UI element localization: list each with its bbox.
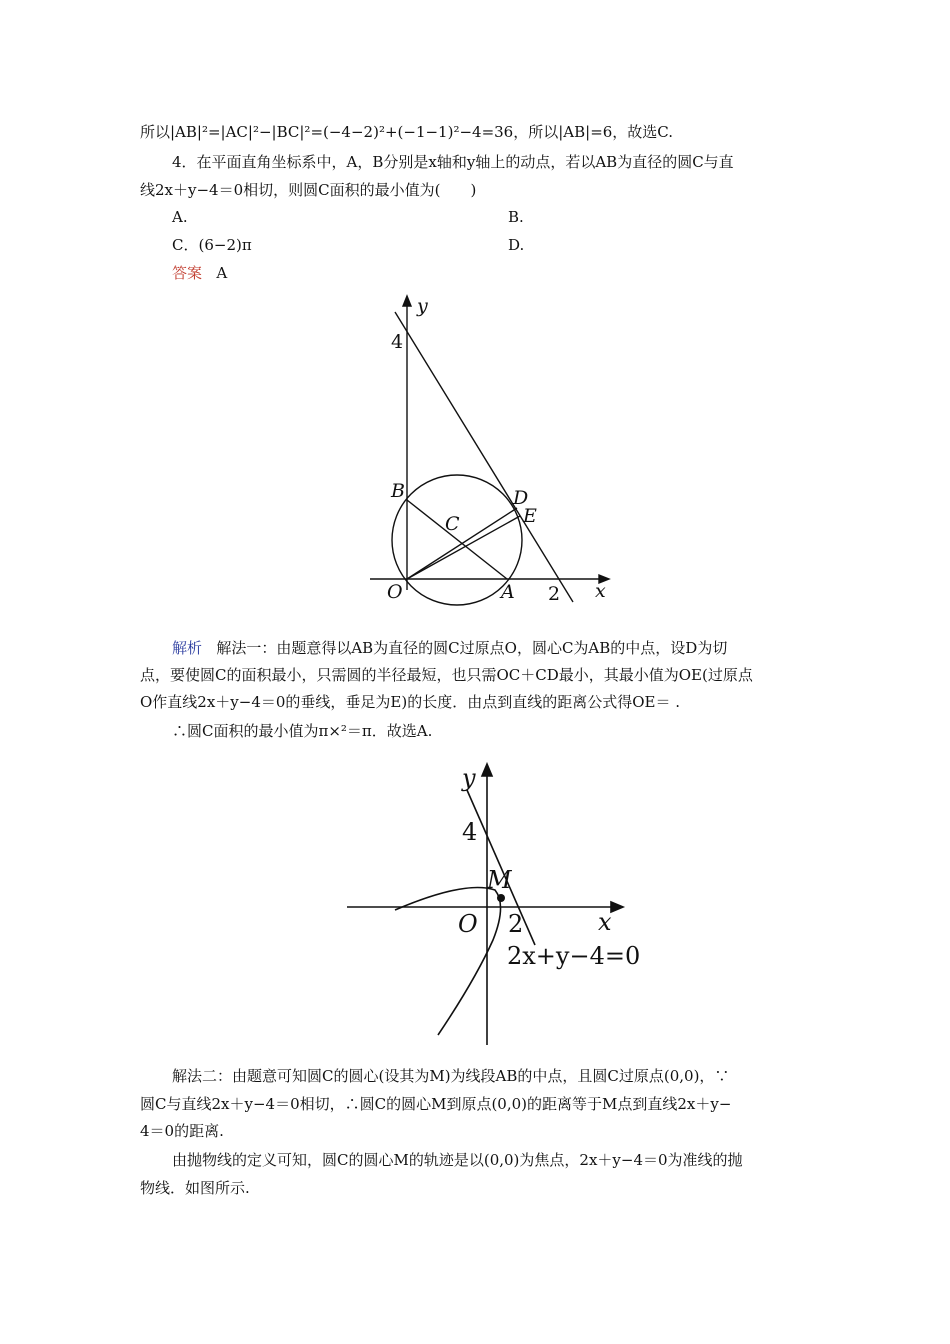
fig2-point-m [497, 894, 505, 902]
answer-line [172, 263, 372, 283]
option-d: D. [508, 236, 525, 254]
fig2-line-equation: 2x+y−4=0 [507, 942, 641, 970]
option-a: A. [172, 208, 188, 226]
prev-solution-line: 所以|AB|²=|AC|²−|BC|²=(−4−2)²+(−1−1)²−4=36，所以|AB|=6，故选C. [140, 123, 674, 141]
fig2-x-arrow-icon [611, 902, 623, 912]
fig1-y-label: y [417, 295, 428, 317]
fig1-label-a: A [501, 581, 515, 603]
fig1-tick-4: 4 [391, 331, 404, 353]
option-c: C．(6−2)π [172, 236, 252, 254]
fig2-y-label: y [462, 764, 476, 792]
question-4-line2: 线2x＋y−4＝0相切，则圆C面积的最小值为( ) [140, 181, 477, 199]
solution2-line2: 圆C与直线2x＋y−4＝0相切，∴圆C的圆心M到原点(0,0)的距离等于M点到直线2x＋y− [140, 1095, 732, 1113]
fig2-x-label: x [598, 908, 612, 936]
solution1-line4: ∴圆C面积的最小值为π×²＝π．故选A. [172, 722, 433, 740]
solution1-text1: 解法一：由题意得以AB为直径的圆C过原点O，圆心C为AB的中点，设D为切 [216, 639, 728, 657]
fig1-y-arrow-icon [403, 296, 411, 306]
fig2-tick-2: 2 [508, 910, 524, 938]
fig1-label-e: E [523, 505, 537, 527]
fig1-label-b: B [391, 480, 405, 502]
fig1-label-o: O [387, 581, 403, 603]
fig1-label-c: C [445, 513, 460, 535]
figure-circle-tangent [365, 290, 635, 610]
answer-value: A [216, 264, 228, 282]
fig2-y-arrow-icon [482, 764, 492, 776]
solution2-line4: 由抛物线的定义可知，圆C的圆心M的轨迹是以(0,0)为焦点，2x＋y−4＝0为准线的抛 [172, 1151, 743, 1169]
solution1-line2: 点，要使圆C的面积最小，只需圆的半径最短，也只需OC＋CD最小，其最小值为OE(过原点 [140, 666, 753, 684]
fig2-parabola-curve [395, 888, 501, 1036]
analysis-label: 解析 [172, 639, 203, 657]
solution1-line3: O作直线2x＋y−4＝0的垂线，垂足为E)的长度．由点到直线的距离公式得OE＝ . [140, 693, 681, 711]
answer-label: 答案 [172, 264, 203, 282]
fig1-x-label: x [595, 580, 606, 602]
fig1-segment-od [407, 508, 517, 579]
solution1-line1 [172, 638, 852, 658]
fig1-segment-ab [407, 500, 507, 579]
solution2-line3: 4＝0的距离. [140, 1122, 224, 1140]
fig1-tangent-line [395, 312, 573, 602]
fig2-tick-4: 4 [462, 818, 478, 846]
fig2-label-o: O [458, 910, 478, 938]
solution2-line5: 物线．如图所示. [140, 1179, 250, 1197]
fig1-segment-oe [407, 516, 520, 579]
option-b: B. [508, 208, 524, 226]
solution2-line1: 解法二：由题意可知圆C的圆心(设其为M)为线段AB的中点，且圆C过原点(0,0)，∵ [172, 1067, 730, 1085]
fig1-label-d: D [513, 487, 529, 509]
fig2-label-m: M [487, 866, 512, 894]
question-4-line1: 4．在平面直角坐标系中，A，B分别是x轴和y轴上的动点，若以AB为直径的圆C与直 [172, 153, 734, 171]
figure-parabola [335, 750, 645, 1050]
fig1-tick-2: 2 [548, 583, 561, 605]
